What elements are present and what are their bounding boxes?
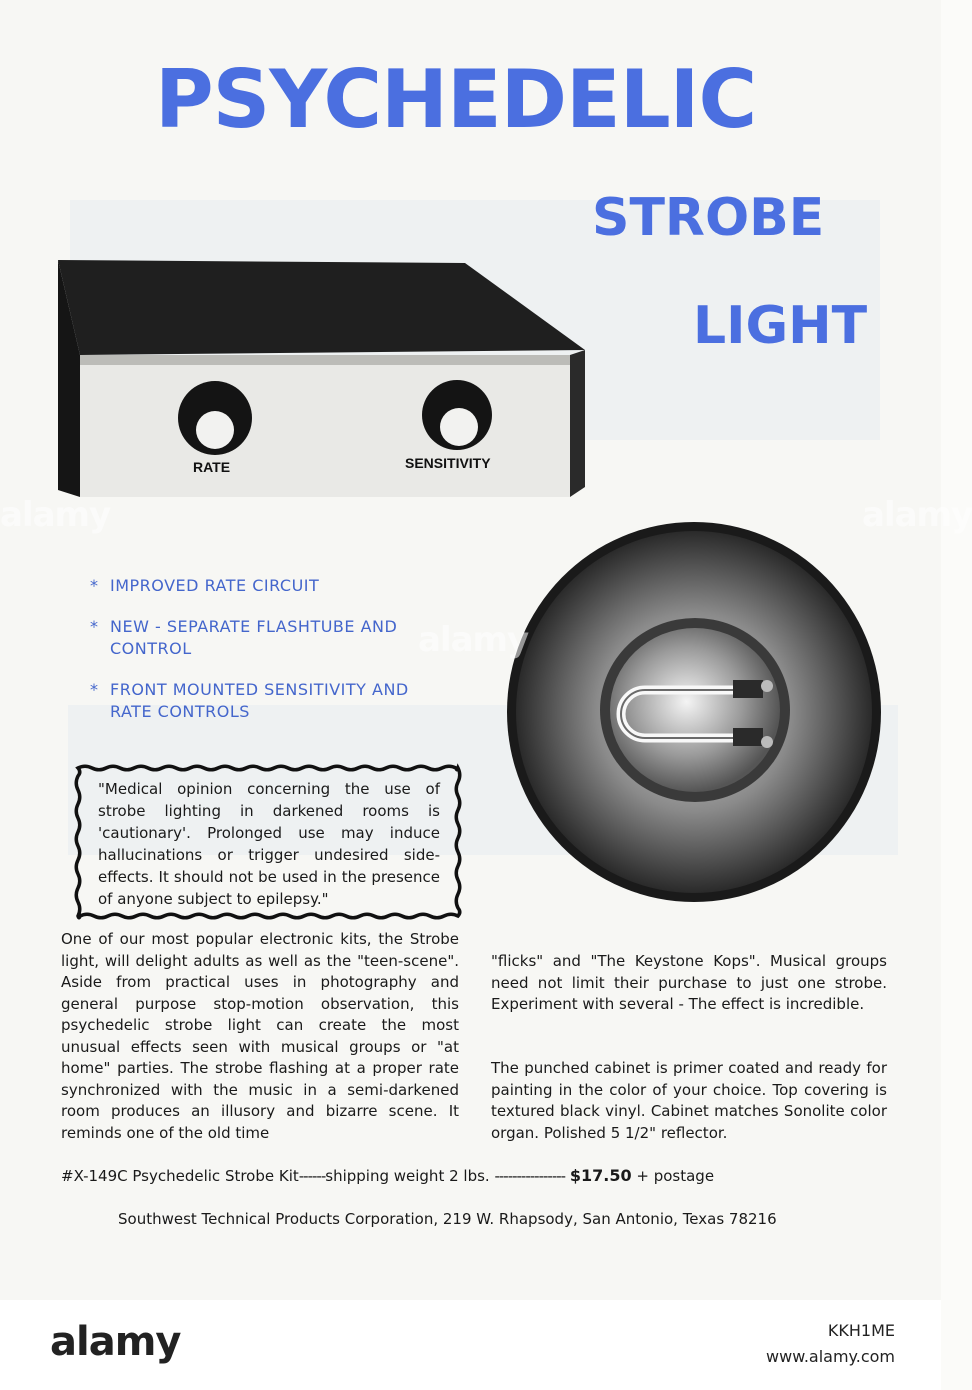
price: $17.50 [569, 1166, 632, 1185]
body-text-right-2: The punched cabinet is primer coated and ready for painting in the color of your choice. Top covering is textured black vinyl. Cabinet matches Sonolite color organ. Polished 5 1/2" reflector. [491, 1059, 887, 1142]
shipping-weight: shipping weight 2 lbs. [325, 1167, 490, 1185]
feature-text: FRONT MOUNTED SENSITIVITY AND RATE CONTROLS [110, 680, 409, 721]
watermark-overlay: alamy [418, 620, 529, 660]
postage-note: + postage [636, 1167, 715, 1185]
reflector-illustration [505, 520, 883, 905]
feature-item [90, 679, 430, 723]
feature-item [90, 575, 430, 597]
feature-list [90, 575, 430, 742]
subheadline-light: LIGHT [693, 296, 868, 356]
strobe-control-box-photo [55, 255, 590, 505]
company-address: Southwest Technical Products Corporation, 219 W. Rhapsody, San Antonio, Texas 78216 [118, 1210, 777, 1228]
watermark-url: www.alamy.com [766, 1347, 895, 1366]
image-id: KKH1ME [827, 1321, 895, 1340]
bullet-star: * [90, 576, 99, 595]
sensitivity-knob-label: SENSITIVITY [405, 455, 491, 471]
medical-warning-box [72, 762, 464, 922]
control-box-illustration [55, 255, 590, 505]
feature-text: NEW - SEPARATE FLASHTUBE AND CONTROL [110, 617, 398, 658]
bullet-star: * [90, 680, 99, 699]
order-dashes: ---------------- [494, 1167, 566, 1185]
order-line [61, 1165, 891, 1187]
feature-item [90, 616, 430, 660]
rate-knob-label: RATE [193, 459, 231, 475]
body-text-left: One of our most popular electronic kits, the Strobe light, will delight adults as well as the "teen-scene". Aside from practical uses in photography and general purpose stop-motion observation, this psychedelic strobe light can create the most unusual effects seen with musical groups or "at home" parties. The strobe flashing at a proper rate synchronized with the music in a semi-darkened room produces an illusory and bizarre scene. It reminds one of the old time [61, 930, 459, 1142]
bullet-star: * [90, 617, 99, 636]
headline: PSYCHEDELIC [155, 53, 757, 146]
order-dashes: ------ [298, 1167, 326, 1185]
order-item: #X-149C Psychedelic Strobe Kit [61, 1167, 299, 1185]
warning-text: "Medical opinion concerning the use of strobe lighting in darkened rooms is 'cautionary'. Prolonged use may induce hallucinations or trigger undesired side-effects. It should not be used in the presence of anyone subject to epilepsy." [98, 780, 440, 908]
body-text-right-1: "flicks" and "The Keystone Kops". Musical groups need not limit their purchase to just one strobe. Experiment with several - The effect is incredible. [491, 952, 887, 1013]
reflector-photo [505, 520, 883, 905]
subheadline-strobe: STROBE [592, 188, 825, 248]
alamy-logo: alamy [50, 1319, 181, 1365]
feature-text: IMPROVED RATE CIRCUIT [110, 576, 320, 595]
watermark-overlay: alamy [0, 495, 111, 535]
watermark-overlay: alamy [862, 495, 972, 535]
